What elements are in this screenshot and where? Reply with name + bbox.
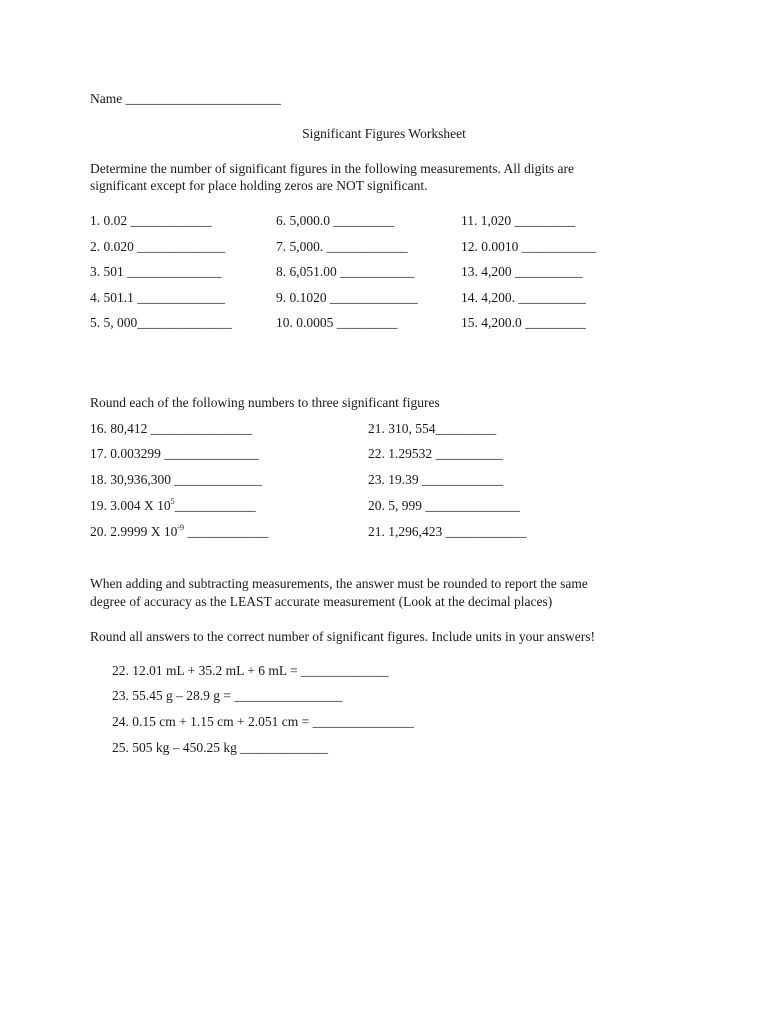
question-item: 15. 4,200.0 _________ (461, 315, 586, 330)
question-item: 4. 501.1 _____________ (90, 290, 225, 305)
question-item: 8. 6,051.00 ___________ (276, 264, 415, 279)
question-item: 10. 0.0005 _________ (276, 315, 398, 330)
question-item: 6. 5,000.0 _________ (276, 213, 395, 228)
question-item: 17. 0.003299 ______________ (90, 446, 259, 461)
name-label: Name (90, 91, 123, 106)
section3-instructions-line2: degree of accuracy as the LEAST accurate measurement (Look at the decimal places) (90, 594, 553, 609)
page-title: Significant Figures Worksheet (302, 126, 466, 141)
question-item: 7. 5,000. ____________ (276, 239, 408, 254)
question-item: 9. 0.1020 _____________ (276, 290, 418, 305)
section3-instructions-line3: Round all answers to the correct number of significant figures. Include units in your answers! (90, 629, 595, 644)
question-item: 16. 80,412 _______________ (90, 421, 252, 436)
question-text: 19. 3.004 X 10 (90, 498, 171, 513)
question-item: 23. 55.45 g – 28.9 g = ________________ (112, 688, 343, 703)
question-item: 18. 30,936,300 _____________ (90, 472, 263, 487)
question-item: 5. 5, 000______________ (90, 315, 232, 330)
question-item: 21. 310, 554_________ (368, 421, 497, 436)
section1-instructions-line1: Determine the number of significant figures in the following measurements. All digits are (90, 161, 575, 176)
exponent: -9 (177, 523, 185, 532)
section2-instructions: Round each of the following numbers to three significant figures (90, 395, 440, 410)
question-item: 22. 1.29532 __________ (368, 446, 503, 461)
question-item: 1. 0.02 ____________ (90, 213, 212, 228)
question-item: 20. 5, 999 ______________ (368, 498, 520, 513)
section3-instructions-line1: When adding and subtracting measurements, the answer must be rounded to report the same (90, 576, 588, 591)
question-item: 12. 0.0010 ___________ (461, 239, 596, 254)
name-field-line (90, 90, 281, 108)
question-item: 13. 4,200 __________ (461, 264, 583, 279)
question-text: 20. 2.9999 X 10 (90, 524, 178, 539)
question-item: 23. 19.39 ____________ (368, 472, 503, 487)
question-item: 25. 505 kg – 450.25 kg _____________ (112, 740, 328, 755)
section1-instructions-line2: significant except for place holding zeros are NOT significant. (90, 178, 428, 193)
question-item: 21. 1,296,423 ____________ (368, 524, 527, 539)
question-item: 2. 0.020 _____________ (90, 239, 225, 254)
question-item: 14. 4,200. __________ (461, 290, 586, 305)
name-blank: _______________________ (125, 91, 281, 106)
question-item: 3. 501 ______________ (90, 264, 222, 279)
answer-blank: ____________ (184, 524, 269, 539)
question-item: 11. 1,020 _________ (461, 213, 576, 228)
question-item-scientific (90, 497, 256, 515)
answer-blank: ____________ (174, 498, 256, 513)
question-item: 24. 0.15 cm + 1.15 cm + 2.051 cm = _______________ (112, 714, 414, 729)
exponent: 5 (170, 497, 175, 506)
question-item-scientific (90, 523, 268, 541)
question-item: 22. 12.01 mL + 35.2 mL + 6 mL = _____________ (112, 663, 389, 678)
